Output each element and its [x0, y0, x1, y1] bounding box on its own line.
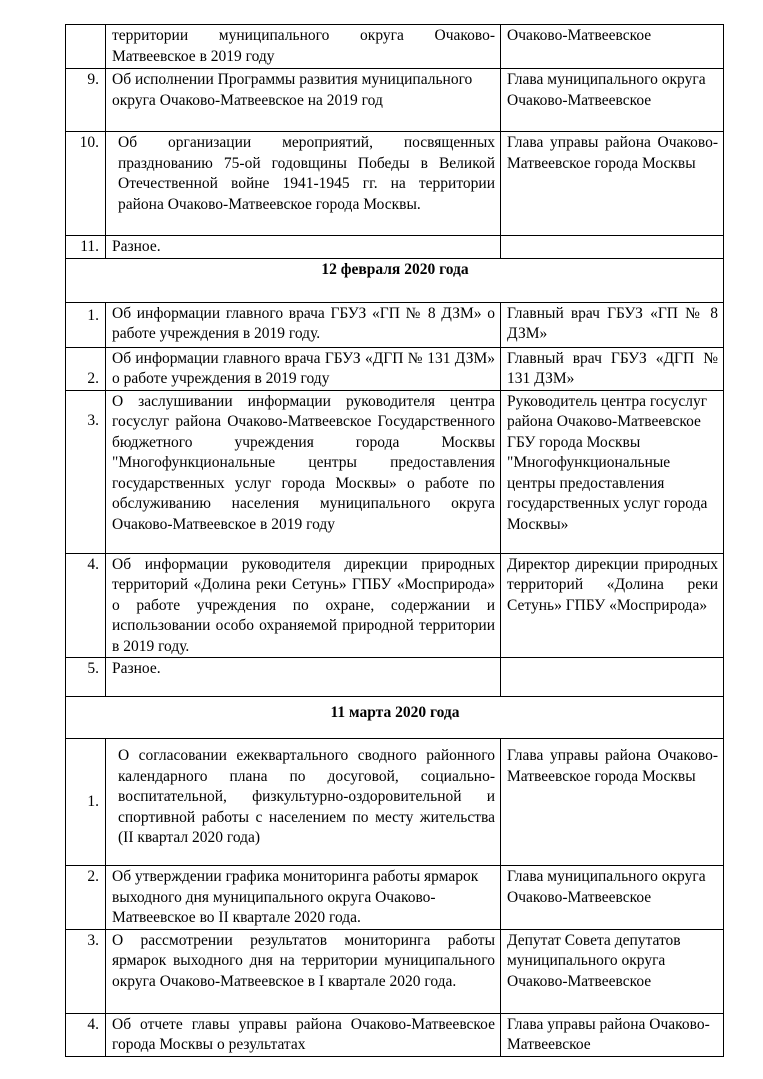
table-row — [66, 236, 724, 259]
item-topic: О рассмотрении результатов мониторинга работы ярмарок выходного дня на территории муниципального округа Очаково-Матвеевское в I квартале 2020 года. — [106, 929, 501, 1013]
item-number: 11. — [66, 236, 106, 259]
item-topic: Разное. — [106, 236, 501, 259]
item-number: 10. — [66, 132, 106, 236]
item-number: 4. — [66, 553, 106, 658]
item-number: 4. — [66, 1013, 106, 1056]
item-topic: Об организации мероприятий, посвященных празднованию 75-ой годовщины Победы в Великой Отечественной войне 1941-1945 гг. на территории района Очаково-Матвеевское города Москвы. — [106, 132, 501, 236]
item-number: 2. — [66, 347, 106, 390]
item-topic: Об утверждении графика мониторинга работы ярмарок выходного дня муниципального округа Очаково-Матвеевское во II квартале 2020 года. — [106, 866, 501, 930]
item-number: 1. — [66, 302, 106, 347]
item-responsible: Руководитель центра госуслуг района Очаково-Матвеевское ГБУ города Москвы "Многофункциональные центры предоставления государственных услуг города Москвы» — [501, 390, 724, 553]
item-number: 2. — [66, 866, 106, 930]
item-topic: О заслушивании информации руководителя центра госуслуг района Очаково-Матвеевское Государственного бюджетного учреждения города Москвы "Многофункциональные центры предоставления государственных услуг города Москвы» о работе по обслуживанию населения муниципального округа Очаково-Матвеевское в 2019 году — [106, 390, 501, 553]
item-topic: О согласовании ежеквартального сводного районного календарного плана по досуговой, социально-воспитательной, физкультурно-оздоровительной и спортивной работы с населением по месту жительства (II квартал 2020 года) — [106, 739, 501, 866]
table-row — [66, 929, 724, 1013]
section-date: 11 марта 2020 года — [66, 697, 724, 739]
table-row — [66, 25, 724, 69]
table-row — [66, 658, 724, 697]
item-responsible: Глава управы района Очаково-Матвеевское — [501, 1013, 724, 1056]
table-row — [66, 132, 724, 236]
item-topic: Об информации главного врача ГБУЗ «ДГП № 131 ДЗМ» о работе учреждения в 2019 году — [106, 347, 501, 390]
item-number — [66, 25, 106, 69]
item-topic: Об отчете главы управы района Очаково-Матвеевское города Москвы о результатах — [106, 1013, 501, 1056]
item-topic: Об информации главного врача ГБУЗ «ГП № 8 ДЗМ» о работе учреждения в 2019 году. — [106, 302, 501, 347]
item-topic: Об информации руководителя дирекции природных территорий «Долина реки Сетунь» ГПБУ «Мосприрода» о работе учреждения по охране, содержании и использовании особо охраняемой природной территории в 2019 году. — [106, 553, 501, 658]
agenda-table — [65, 24, 724, 1057]
item-number: 3. — [66, 390, 106, 553]
item-responsible: Главный врач ГБУЗ «ДГП № 131 ДЗМ» — [501, 347, 724, 390]
item-number: 9. — [66, 69, 106, 132]
item-responsible: Глава управы района Очаково-Матвеевское города Москвы — [501, 132, 724, 236]
date-header-row — [66, 697, 724, 739]
item-number: 3. — [66, 929, 106, 1013]
table-row — [66, 302, 724, 347]
table-row — [66, 739, 724, 866]
table-row — [66, 553, 724, 658]
date-header-row — [66, 258, 724, 302]
item-responsible: Глава управы района Очаково-Матвеевское города Москвы — [501, 739, 724, 866]
item-responsible: Глава муниципального округа Очаково-Матвеевское — [501, 866, 724, 930]
table-row — [66, 1013, 724, 1056]
item-topic: территории муниципального округа Очаково-Матвеевское в 2019 году — [106, 25, 501, 69]
item-responsible — [501, 236, 724, 259]
item-responsible: Главный врач ГБУЗ «ГП № 8 ДЗМ» — [501, 302, 724, 347]
table-row — [66, 69, 724, 132]
item-responsible: Глава муниципального округа Очаково-Матвеевское — [501, 69, 724, 132]
table-row — [66, 866, 724, 930]
section-date: 12 февраля 2020 года — [66, 258, 724, 302]
item-responsible: Депутат Совета депутатов муниципального округа Очаково-Матвеевское — [501, 929, 724, 1013]
item-number: 5. — [66, 658, 106, 697]
item-topic: Разное. — [106, 658, 501, 697]
item-number: 1. — [66, 739, 106, 866]
table-row — [66, 390, 724, 553]
item-topic: Об исполнении Программы развития муниципального округа Очаково-Матвеевское на 2019 год — [106, 69, 501, 132]
item-responsible — [501, 658, 724, 697]
item-responsible: Директор дирекции природных территорий «Долина реки Сетунь» ГПБУ «Мосприрода» — [501, 553, 724, 658]
item-responsible: Очаково-Матвеевское — [501, 25, 724, 69]
table-row — [66, 347, 724, 390]
